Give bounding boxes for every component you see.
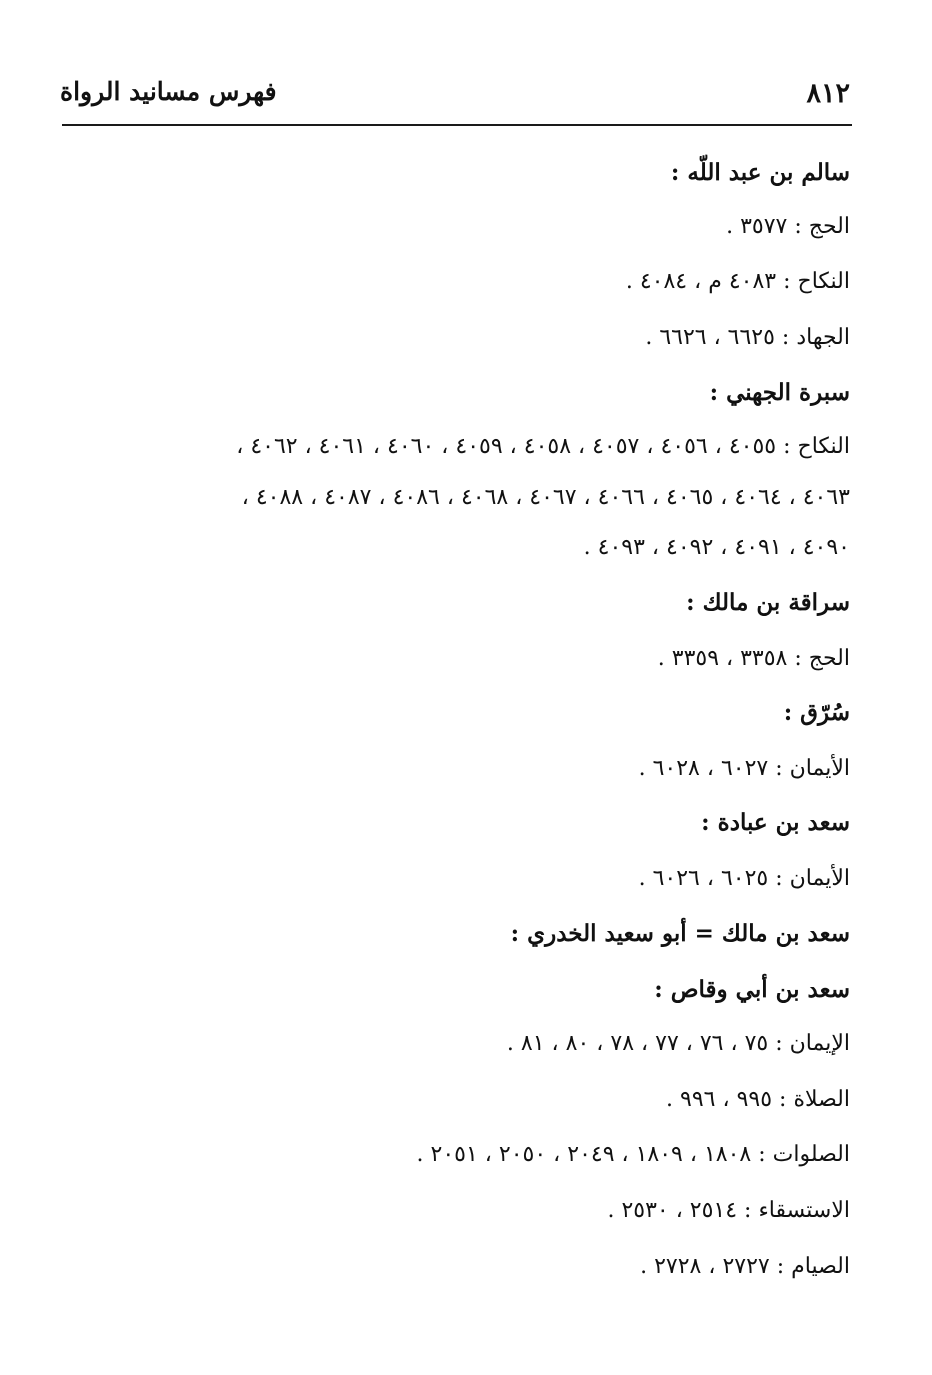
- index-entry: الاستسقاء : ٢٥١٤ ، ٢٥٣٠ .: [607, 1198, 850, 1223]
- narrator-heading: سعد بن مالك = أبو سعيد الخدري :: [510, 920, 850, 947]
- index-entry: النكاح : ٤٠٥٥ ، ٤٠٥٦ ، ٤٠٥٧ ، ٤٠٥٨ ، ٤٠٥٩ ، ٤٠٦٠ ، ٤٠٦١ ، ٤٠٦٢ ،: [236, 434, 850, 459]
- index-entry: الصيام : ٢٧٢٧ ، ٢٧٢٨ .: [640, 1254, 850, 1279]
- index-entry: الحج : ٣٥٧٧ .: [726, 214, 850, 239]
- narrator-heading: سراقة بن مالك :: [686, 589, 850, 616]
- header-rule: [62, 124, 852, 126]
- index-entry: ٤٠٩٠ ، ٤٠٩١ ، ٤٠٩٢ ، ٤٠٩٣ .: [583, 535, 850, 560]
- index-entry: النكاح : ٤٠٨٣ م ، ٤٠٨٤ .: [625, 269, 850, 294]
- running-title: فهرس مسانيد الرواة: [60, 77, 277, 106]
- index-entry: الجهاد : ٦٦٢٥ ، ٦٦٢٦ .: [645, 325, 850, 350]
- narrator-heading: سُرّق :: [783, 699, 850, 726]
- narrator-heading: سبرة الجهني :: [709, 379, 850, 406]
- narrator-heading: سالم بن عبد اللّه :: [670, 159, 850, 186]
- narrator-heading: سعد بن عبادة :: [701, 809, 850, 836]
- index-entry: الصلوات : ١٨٠٨ ، ١٨٠٩ ، ٢٠٤٩ ، ٢٠٥٠ ، ٢٠٥١ .: [416, 1142, 850, 1167]
- index-entry: الصلاة : ٩٩٥ ، ٩٩٦ .: [666, 1087, 850, 1112]
- index-entry: الأيمان : ٦٠٢٥ ، ٦٠٢٦ .: [638, 866, 850, 891]
- index-entry: ٤٠٦٣ ، ٤٠٦٤ ، ٤٠٦٥ ، ٤٠٦٦ ، ٤٠٦٧ ، ٤٠٦٨ ، ٤٠٨٦ ، ٤٠٨٧ ، ٤٠٨٨ ،: [241, 485, 850, 510]
- narrator-heading: سعد بن أبي وقاص :: [654, 976, 850, 1003]
- page-number: ٨١٢: [806, 78, 850, 109]
- index-entry: الحج : ٣٣٥٨ ، ٣٣٥٩ .: [657, 646, 850, 671]
- index-entry: الإيمان : ٧٥ ، ٧٦ ، ٧٧ ، ٧٨ ، ٨٠ ، ٨١ .: [506, 1031, 850, 1056]
- index-entry: الأيمان : ٦٠٢٧ ، ٦٠٢٨ .: [638, 756, 850, 781]
